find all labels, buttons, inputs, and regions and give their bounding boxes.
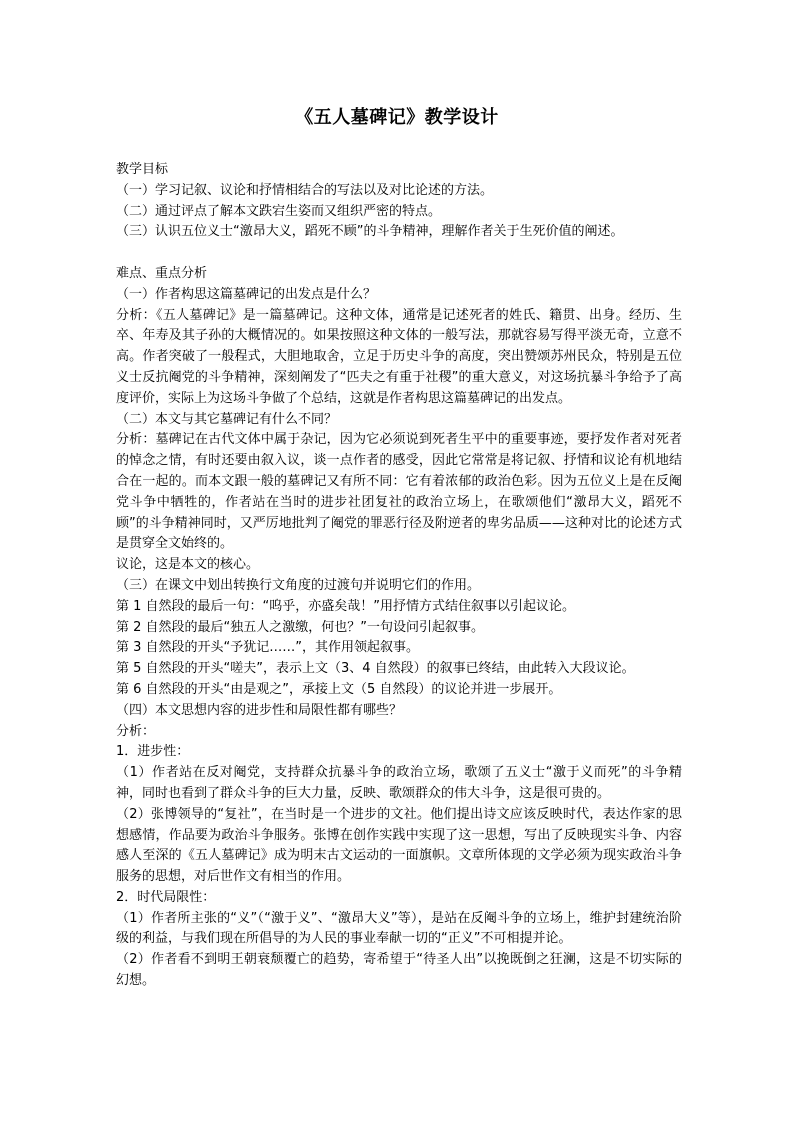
objective-item-1: （一）学习记叙、议论和抒情相结合的写法以及对比论述的方法。 bbox=[116, 182, 494, 198]
answer-2: 分析：墓碑记在古代文体中属于杂记，因为它必须说到死者生平中的重要事迹，要抒发作者对死者的悼念之情，有时还要由叙入议，谈一点作者的感受，因此它常常是将记叙、抒情和议论有机地结合在一起的。而本文跟一般的墓碑记又有所不同：它有着浓郁的政治色彩。因为五位义上是在反阉党斗争中牺牲的，作者站在当时的进步社团复社的政治立场上，在歌颂他们“激昂大义，蹈死不顾”的斗争精神同时，又严厉地批判了阉党的罪恶行径及附逆者的卑劣品质——这种对比的论述方式是贯穿全文始终的。 bbox=[116, 432, 682, 552]
document-title: 《五人墓碑记》教学设计 bbox=[295, 107, 499, 128]
question-3: （三）在课文中划出转换行文角度的过渡句并说明它们的作用。 bbox=[116, 577, 481, 593]
limitation-point-2: （2）作者看不到明王朝衰颓覆亡的趋势，寄希望于“待圣人出”以挽既倒之狂澜，这是不切实际的幻想。 bbox=[116, 952, 682, 989]
paragraph-gap bbox=[116, 243, 682, 264]
objectives-heading: 教学目标 bbox=[116, 162, 169, 177]
objective-item-2: （二）通过评点了解本文跌宕生姿而又组织严密的特点。 bbox=[116, 203, 442, 219]
progress-heading: 1．进步性： bbox=[116, 744, 190, 760]
progress-point-2: （2）张博领导的“复社”，在当时是一个进步的文社。他们提出诗文应该反映时代，表达作家的思想感情，作品要为政治斗争服务。张博在创作实践中实现了这一思想，写出了反映现实斗争、内容感人至深的《五人墓碑记》成为明末古文运动的一面旗帜。文章所体现的文学必须为现实政治斗争服务的思想，对后世作文有相当的作用。 bbox=[116, 806, 682, 885]
question-1: （一）作者构思这篇墓碑记的出发点是什么？ bbox=[116, 286, 377, 302]
transition-item-3: 第 3 自然段的开头“予犹记……”，其作用领起叙事。 bbox=[116, 640, 420, 656]
transition-item-4: 第 5 自然段的开头“嗟夫”，表示上文（3、4 自然段）的叙事已终结，由此转入大段议论。 bbox=[116, 661, 635, 677]
answer-2-tail: 议论，这是本文的核心。 bbox=[116, 557, 260, 573]
objective-item-3: （三）认识五位义士“激昂大义，蹈死不顾”的斗争精神，理解作者关于生死价值的阐述。 bbox=[116, 224, 624, 240]
progress-point-1: （1）作者站在反对阉党，支持群众抗暴斗争的政治立场，歌颂了五义士“激于义而死”的斗争精神，同时也看到了群众斗争的巨大力量，反映、歌颂群众的伟大斗争，这是很可贵的。 bbox=[116, 765, 682, 801]
answer-4-label: 分析： bbox=[116, 723, 156, 739]
transition-item-1: 第 1 自然段的最后一句：“呜乎，亦盛矣哉！”用抒情方式结住叙事以引起议论。 bbox=[116, 598, 576, 614]
limitation-point-1: （1）作者所主张的“义”（“激于义”、“激昂大义”等），是站在反阉斗争的立场上，维护封建统治阶级的利益，与我们现在所倡导的为人民的事业奉献一切的“正义”不可相提并论。 bbox=[116, 910, 682, 947]
limitation-heading: 2．时代局限性： bbox=[116, 889, 216, 905]
question-2: （二）本文与其它墓碑记有什么不同？ bbox=[116, 411, 338, 427]
answer-1: 分析：《五人墓碑记》是一篇墓碑记。这种文体，通常是记述死者的姓氏、籍贯、出身。经历、生卒、年寿及其子孙的大概情况的。如果按照这种文体的一般写法，那就容易写得平淡无奇，立意不高。作者突破了一般程式，大胆地取舍，立足于历史斗争的高度，突出赞颂苏州民众，特别是五位义士反抗阉党的斗争精神，深刻阐发了“匹夫之有重于社稷”的重大意义，对这场抗暴斗争给予了高度评价，实际上为这场斗争做了个总结，这就是作者构思这篇墓碑记的出发点。 bbox=[116, 307, 682, 406]
document-body bbox=[116, 160, 682, 992]
analysis-heading: 难点、重点分析 bbox=[116, 265, 208, 281]
transition-item-5: 第 6 自然段的开头“由是观之”，承接上文（5 自然段）的议论并进一步展开。 bbox=[116, 681, 562, 697]
question-4: （四）本文思想内容的进步性和局限性都有哪些？ bbox=[116, 702, 403, 718]
transition-item-2: 第 2 自然段的最后“独五人之激缴，何也？”一句设问引起叙事。 bbox=[116, 619, 485, 635]
